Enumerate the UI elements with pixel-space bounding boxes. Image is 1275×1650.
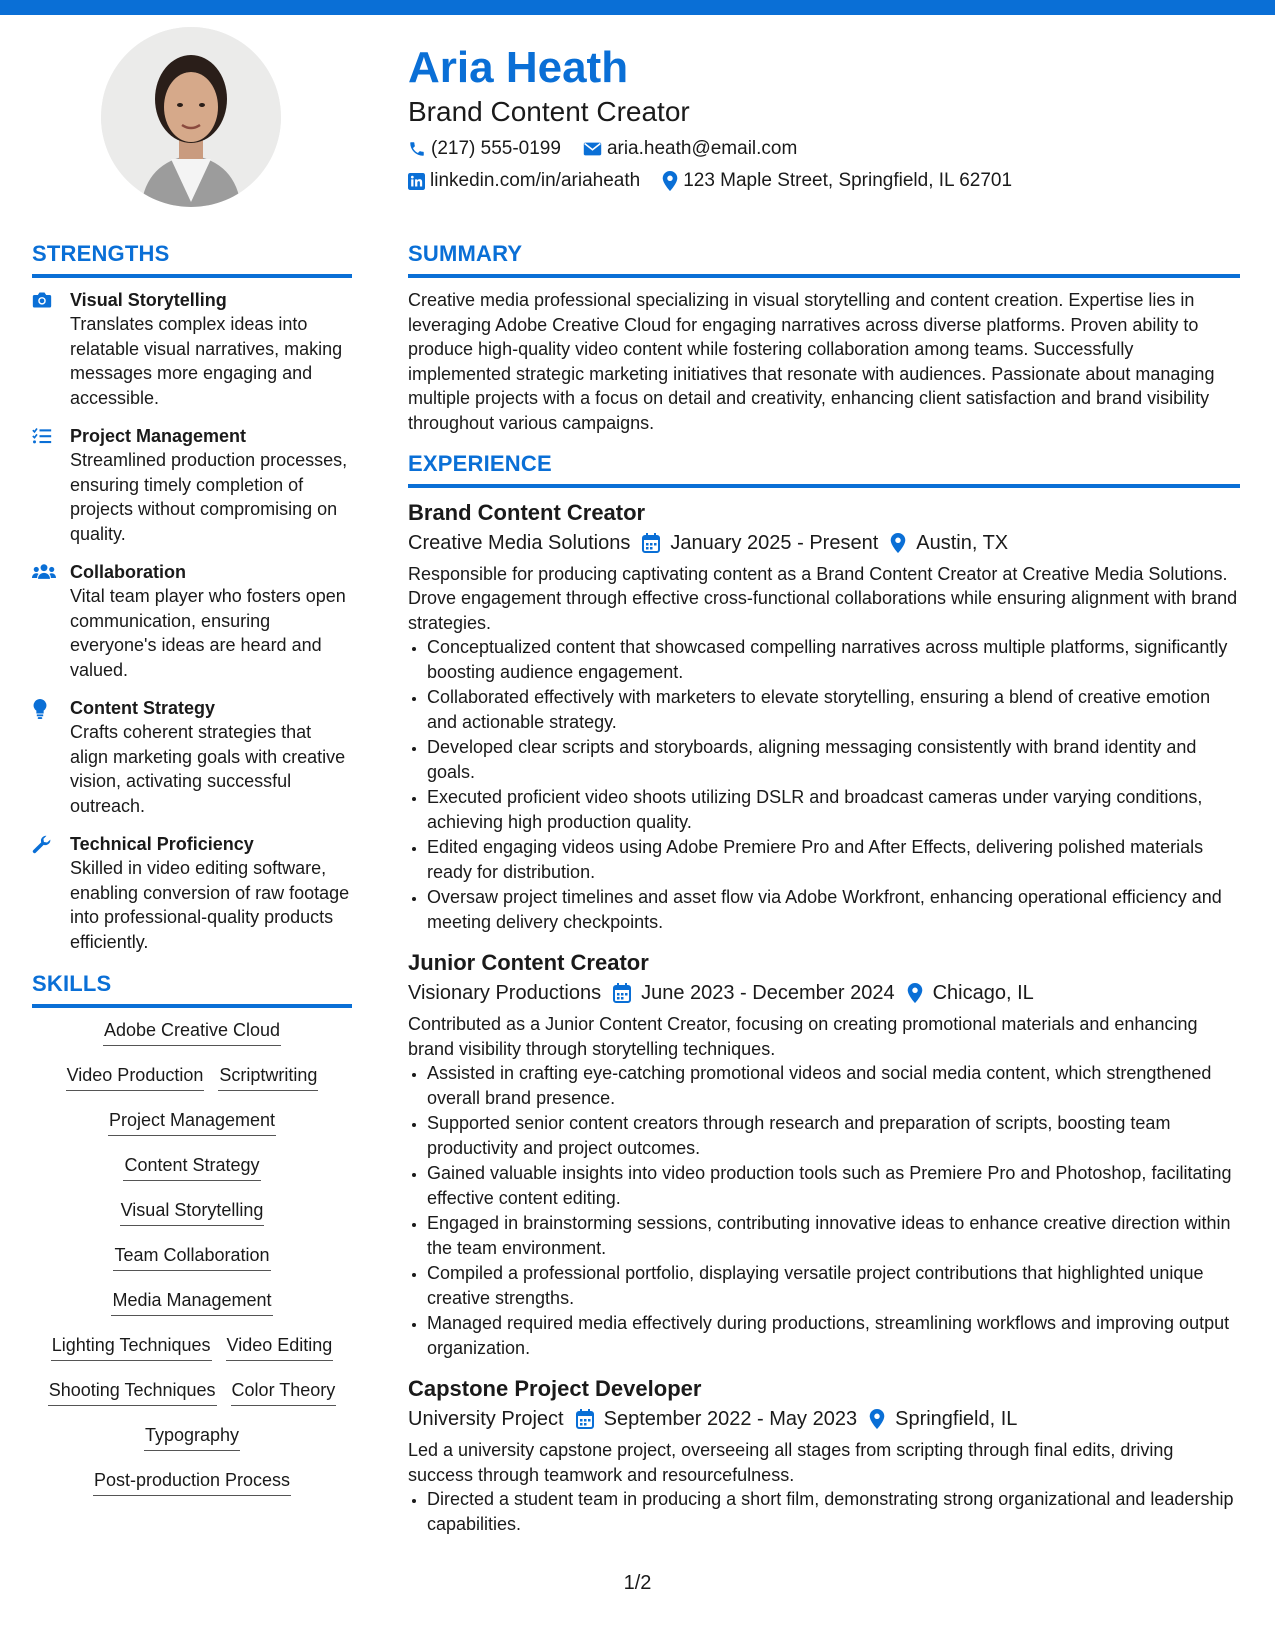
job-description: Contributed as a Junior Content Creator, focusing on creating promotional materials and enhancing brand visibility through storytelling techniques. xyxy=(408,1014,1198,1059)
job-meta xyxy=(408,1404,1240,1434)
skill-tag: Scriptwriting xyxy=(218,1063,318,1091)
skill-tag: Shooting Techniques xyxy=(48,1378,217,1406)
lightbulb-icon xyxy=(32,699,48,719)
email-text[interactable]: aria.heath@email.com xyxy=(606,138,798,159)
skill-tag: Lighting Techniques xyxy=(51,1333,212,1361)
bullet-item: • Collaborated effectively with marketers to elevate storytelling, ensuring a blend of creative emotion and actionable strategy. xyxy=(427,685,1240,734)
job-meta xyxy=(408,978,1240,1008)
page-number: 1/2 xyxy=(623,1572,652,1594)
summary-heading: SUMMARY xyxy=(408,238,1240,278)
skill-tag: Typography xyxy=(144,1423,240,1451)
checklist-icon xyxy=(32,427,52,445)
job-entry xyxy=(408,1374,1240,1536)
users-icon xyxy=(32,563,56,581)
skill-tag: Team Collaboration xyxy=(113,1243,270,1271)
bullet-item: • Supported senior content creators through research and preparation of scripts, boosting team productivity and project outcomes. xyxy=(427,1111,1240,1160)
wrench-icon xyxy=(32,835,52,855)
strength-title: Collaboration xyxy=(70,562,186,582)
job-location: Springfield, IL xyxy=(895,1408,1018,1431)
skill-tag: Visual Storytelling xyxy=(120,1198,265,1226)
skill-tag: Adobe Creative Cloud xyxy=(103,1018,281,1046)
job-dates: September 2022 - May 2023 xyxy=(603,1408,858,1431)
left-column xyxy=(32,238,352,1513)
job-company: Creative Media Solutions xyxy=(408,531,631,554)
bullet-item: • Oversaw project timelines and asset flow via Adobe Workfront, enhancing operational efficiency and meeting delivery checkpoints. xyxy=(427,885,1240,934)
strength-title: Project Management xyxy=(70,426,247,446)
skill-tag: Content Strategy xyxy=(123,1153,260,1181)
bullet-item: • Executed proficient video shoots utilizing DSLR and broadcast cameras under varying conditions, achieving high production quality. xyxy=(427,785,1240,834)
map-pin-icon xyxy=(662,171,678,191)
experience-heading: EXPERIENCE xyxy=(408,448,1240,488)
map-pin-icon xyxy=(869,1409,885,1429)
phone-item xyxy=(408,136,561,162)
summary-text: Creative media professional specializing in visual storytelling and content creation. Expertise lies in leveraging Adobe Creative Cloud for engaging narratives across diverse platforms. Proven ability to produce high-quality video content while fostering collaboration among teams. Successfully implemented strategic marketing initiatives that resonate with audiences. Passionate about managing multiple projects with a focus on detail and creativity, enhancing client satisfaction and brand visibility throughout various campaigns. xyxy=(408,290,1215,433)
envelope-icon xyxy=(583,141,602,157)
strengths-heading: STRENGTHS xyxy=(32,238,352,278)
bullet-item: • Assisted in crafting eye-catching promotional videos and social media content, which strengthened overall brand presence. xyxy=(427,1061,1240,1110)
strength-item xyxy=(32,560,352,682)
candidate-name: Aria Heath xyxy=(408,43,629,92)
bullet-item: • Edited engaging videos using Adobe Premiere Pro and After Effects, delivering polished materials ready for distribution. xyxy=(427,835,1240,884)
bullet-item: • Directed a student team in producing a short film, demonstrating strong organizational and leadership capabilities. xyxy=(427,1487,1240,1536)
bullet-item: • Managed required media effectively during productions, streamlining workflows and improving output organization. xyxy=(427,1311,1240,1360)
calendar-icon xyxy=(613,983,631,1003)
skill-tag: Video Editing xyxy=(226,1333,334,1361)
strength-desc: Translates complex ideas into relatable visual narratives, making messages more engaging and accessible. xyxy=(70,314,343,408)
job-bullets xyxy=(408,1061,1240,1360)
map-pin-icon xyxy=(890,533,906,553)
strength-title: Technical Proficiency xyxy=(70,834,254,854)
candidate-title: Brand Content Creator xyxy=(408,96,690,127)
map-pin-icon xyxy=(907,983,923,1003)
strength-desc: Vital team player who fosters open communication, ensuring everyone's ideas are heard and valued. xyxy=(70,586,346,680)
strength-desc: Crafts coherent strategies that align marketing goals with creative vision, activating successful outreach. xyxy=(70,722,346,816)
job-description: Led a university capstone project, overseeing all stages from scripting through final edits, driving success through teamwork and resourcefulness. xyxy=(408,1440,1174,1485)
profile-photo xyxy=(101,27,281,207)
address-item xyxy=(662,168,1012,194)
job-meta xyxy=(408,528,1240,558)
job-title: Brand Content Creator xyxy=(408,499,646,525)
strength-title: Visual Storytelling xyxy=(70,290,227,310)
bullet-item: • Compiled a professional portfolio, displaying versatile project contributions that highlighted unique creative strengths. xyxy=(427,1261,1240,1310)
skill-tag: Color Theory xyxy=(231,1378,337,1406)
contact-row-1 xyxy=(408,136,1238,162)
bullet-item: • Gained valuable insights into video production tools such as Premiere Pro and Photoshop, facilitating effective content editing. xyxy=(427,1161,1240,1210)
linkedin-item[interactable] xyxy=(408,168,640,194)
job-title: Capstone Project Developer xyxy=(408,1376,702,1402)
phone-icon xyxy=(408,140,426,158)
linkedin-icon xyxy=(408,173,425,190)
strength-desc: Streamlined production processes, ensuring timely completion of projects without compromising on quality. xyxy=(70,450,348,544)
job-dates: January 2025 - Present xyxy=(670,531,879,554)
address-text: 123 Maple Street, Springfield, IL 62701 xyxy=(683,170,1013,191)
strength-item xyxy=(32,832,352,954)
job-company: Visionary Productions xyxy=(408,982,602,1005)
bullet-item: • Conceptualized content that showcased compelling narratives across multiple platforms, significantly boosting audience engagement. xyxy=(427,635,1240,684)
job-company: University Project xyxy=(408,1408,564,1431)
calendar-icon xyxy=(576,1409,594,1429)
job-location: Austin, TX xyxy=(916,531,1009,554)
skill-tag: Post-production Process xyxy=(93,1468,291,1496)
strength-item xyxy=(32,288,352,410)
skill-tag: Video Production xyxy=(66,1063,205,1091)
strength-title: Content Strategy xyxy=(70,698,216,718)
job-entry xyxy=(408,948,1240,1360)
bullet-item: • Engaged in brainstorming sessions, contributing innovative ideas to enhance creative direction within the team environment. xyxy=(427,1211,1240,1260)
phone-text: (217) 555-0199 xyxy=(431,138,561,159)
job-description: Responsible for producing captivating content as a Brand Content Creator at Creative Media Solutions. Drove engagement through effective cross-functional collaborations while ensuring alignment with brand strategies. xyxy=(408,563,1238,633)
calendar-icon xyxy=(642,533,660,553)
job-title: Junior Content Creator xyxy=(408,950,649,976)
email-item[interactable] xyxy=(583,136,797,162)
contact-row-2 xyxy=(408,168,1238,194)
linkedin-text[interactable]: linkedin.com/in/ariaheath xyxy=(430,170,641,191)
bullet-item: • Developed clear scripts and storyboards, aligning messaging consistently with brand identity and goals. xyxy=(427,735,1240,784)
camera-icon xyxy=(32,291,52,309)
strength-desc: Skilled in video editing software, enabling conversion of raw footage into professional-quality products efficiently. xyxy=(70,858,350,952)
skills-list xyxy=(32,1018,352,1496)
strength-item xyxy=(32,696,352,818)
job-location: Chicago, IL xyxy=(932,982,1034,1005)
right-column xyxy=(408,238,1240,1550)
skill-tag: Media Management xyxy=(111,1288,272,1316)
job-bullets xyxy=(408,1487,1240,1536)
strength-item xyxy=(32,424,352,546)
header xyxy=(408,38,1238,194)
skills-heading: SKILLS xyxy=(32,968,352,1008)
job-entry xyxy=(408,498,1240,935)
job-dates: June 2023 - December 2024 xyxy=(641,982,895,1005)
job-bullets xyxy=(408,635,1240,934)
skill-tag: Project Management xyxy=(108,1108,276,1136)
top-accent-bar xyxy=(0,0,1275,15)
